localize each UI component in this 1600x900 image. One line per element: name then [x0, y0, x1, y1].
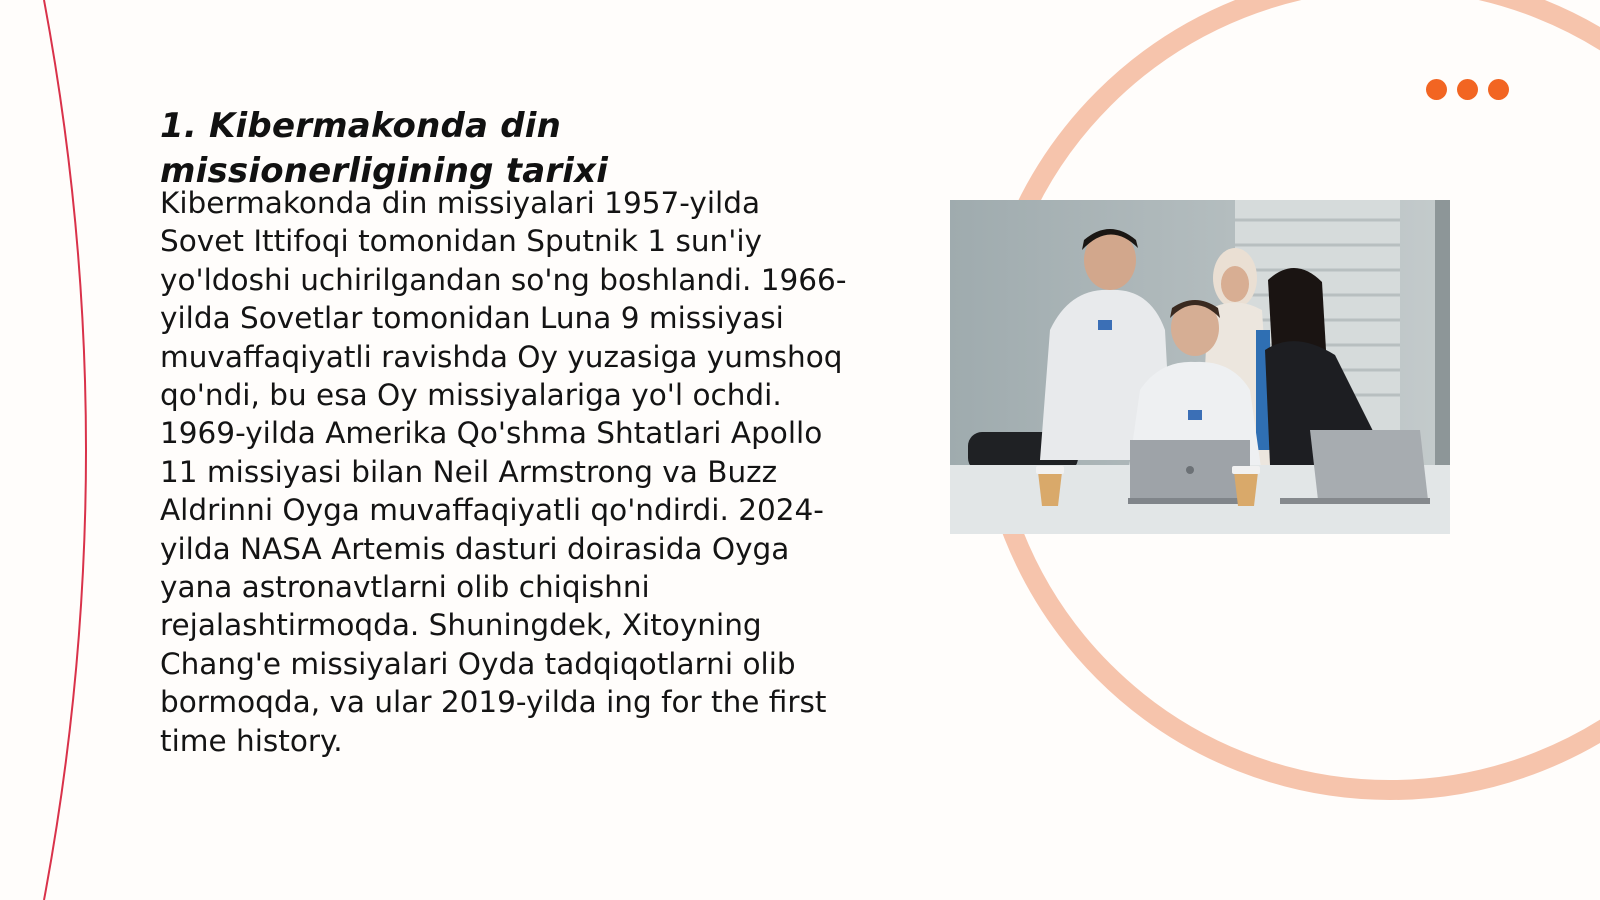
- dot-3: [1488, 79, 1509, 100]
- team-photo: [950, 200, 1450, 534]
- dot-1: [1426, 79, 1447, 100]
- slide-title: 1. Kibermakonda din missionerligining tarixi: [160, 106, 609, 191]
- team-photo-illustration: [950, 200, 1450, 534]
- dot-2: [1457, 79, 1478, 100]
- left-accent-line: [44, 0, 86, 900]
- decorative-dots: [1426, 79, 1509, 100]
- slide-body-text: Kibermakonda din missiyalari 1957-yilda Sovet Ittifoqi tomonidan Sputnik 1 sun'iy yo'ldoshi uchirilgandan so'ng boshlandi. 1966-yilda Sovetlar tomonidan Luna 9 missiyasi muvaffaqiyatli ravishda Oy yuzasiga yumshoq qo'ndi, bu esa Oy missiyalariga yo'l ochdi. 1969-yilda Amerika Qo'shma Shtatlari Apollo 11 missiyasi bilan Neil Armstrong va Buzz Aldrinni Oyga muvaffaqiyatli qo'ndirdi. 2024-yilda NASA Artemis dasturi doirasida Oyga yana astronavtlarni olib chiqishni rejalashtirmoqda. Shuningdek, Xitoyning Chang'e missiyalari Oyda tadqiqotlarni olib bormoqda, va ular 2019-yilda ing for the first time history.: [160, 186, 847, 758]
